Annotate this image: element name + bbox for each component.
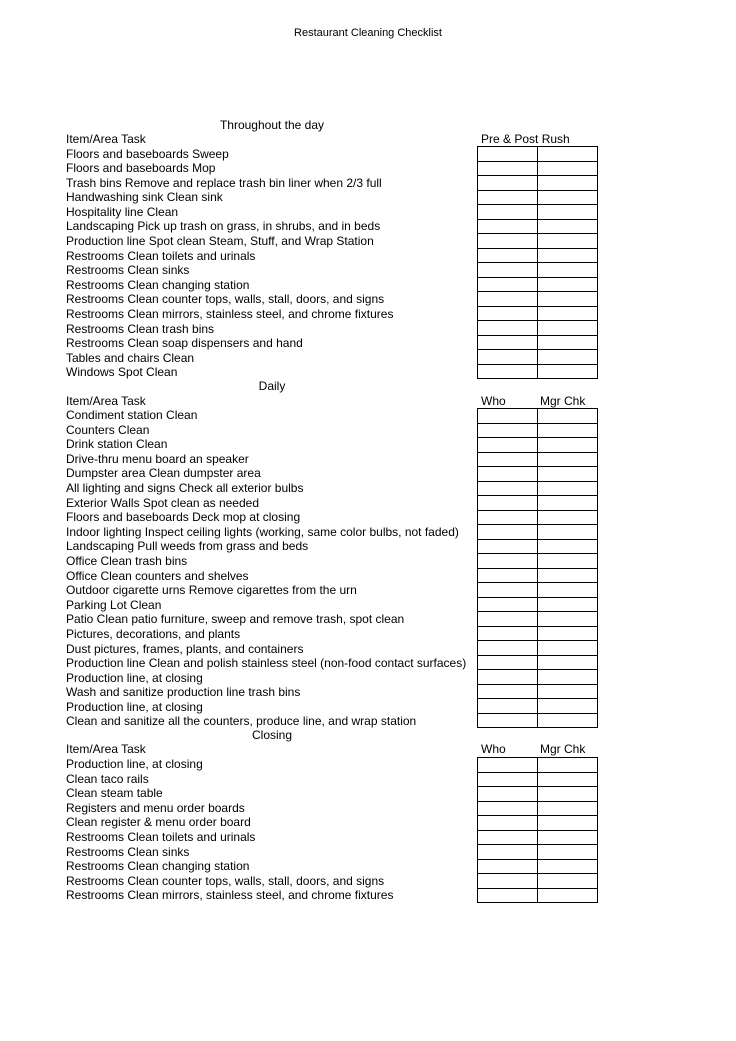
check-cell-left[interactable]: [478, 655, 538, 670]
checkbox-row: [478, 219, 598, 234]
checkbox-row: [478, 364, 598, 379]
check-cell-left[interactable]: [478, 496, 538, 511]
check-cell-left[interactable]: [478, 612, 538, 627]
check-cell-right[interactable]: [538, 845, 598, 860]
check-cell-right[interactable]: [538, 496, 598, 511]
check-cell-right[interactable]: [538, 176, 598, 191]
checkbox-row: [478, 612, 598, 627]
checkbox-row: [478, 655, 598, 670]
check-cell-left[interactable]: [478, 350, 538, 365]
check-cell-left[interactable]: [478, 830, 538, 845]
check-cell-right[interactable]: [538, 510, 598, 525]
check-cell-left[interactable]: [478, 364, 538, 379]
task-item: Counters Clean: [66, 422, 150, 437]
checkbox-row: [478, 539, 598, 554]
check-cell-right[interactable]: [538, 597, 598, 612]
task-item: Dust pictures, frames, plants, and containers: [66, 641, 304, 656]
check-cell-left[interactable]: [478, 467, 538, 482]
checkbox-row: [478, 248, 598, 263]
check-cell-right[interactable]: [538, 626, 598, 641]
check-cell-left[interactable]: [478, 684, 538, 699]
check-cell-left[interactable]: [478, 147, 538, 162]
check-cell-right[interactable]: [538, 612, 598, 627]
checkbox-row: [478, 888, 598, 903]
check-cell-left[interactable]: [478, 874, 538, 889]
task-item: Restrooms Clean sinks: [66, 844, 190, 859]
check-cell-left[interactable]: [478, 176, 538, 191]
task-item: Dumpster area Clean dumpster area: [66, 466, 261, 481]
check-cell-right[interactable]: [538, 568, 598, 583]
task-item: Clean and sanitize all the counters, produce line, and wrap station: [66, 714, 417, 729]
check-cell-right[interactable]: [538, 772, 598, 787]
task-item: Wash and sanitize production line trash bins: [66, 685, 301, 700]
check-cell-left[interactable]: [478, 190, 538, 205]
checkbox-row: [478, 626, 598, 641]
check-cell-right[interactable]: [538, 190, 598, 205]
task-item: Production line Spot clean Steam, Stuff, and Wrap Station: [66, 234, 374, 249]
task-item: Restrooms Clean toilets and urinals: [66, 248, 256, 263]
task-list: [66, 408, 478, 729]
check-cell-right[interactable]: [538, 452, 598, 467]
column-header-mgr-chk: Mgr Chk: [540, 742, 586, 756]
task-item: Restrooms Clean changing station: [66, 277, 250, 292]
check-cell-left[interactable]: [478, 409, 538, 424]
task-item: Indoor lighting Inspect ceiling lights (working, same color bulbs, not faded): [66, 524, 459, 539]
checkbox-row: [478, 467, 598, 482]
check-cell-right[interactable]: [538, 306, 598, 321]
task-item: Clean register & menu order board: [66, 815, 251, 830]
section-title-throughout-the-day: Throughout the day: [219, 118, 325, 132]
column-header-mgr-chk: Mgr Chk: [540, 394, 586, 408]
checkbox-row: [478, 510, 598, 525]
checkbox-row: [478, 409, 598, 424]
check-cell-right[interactable]: [538, 350, 598, 365]
checkbox-row: [478, 176, 598, 191]
checkbox-row: [478, 874, 598, 889]
column-header-who: Who: [481, 742, 506, 756]
task-item: Parking Lot Clean: [66, 597, 162, 612]
check-cell-right[interactable]: [538, 467, 598, 482]
check-cell-left[interactable]: [478, 801, 538, 816]
check-cell-left[interactable]: [478, 263, 538, 278]
check-cell-left[interactable]: [478, 438, 538, 453]
task-item: Restrooms Clean mirrors, stainless steel, and chrome fixtures: [66, 888, 394, 903]
checkbox-row: [478, 481, 598, 496]
checkbox-row: [478, 452, 598, 467]
checkbox-row: [478, 321, 598, 336]
checkbox-row: [478, 641, 598, 656]
check-cell-left[interactable]: [478, 452, 538, 467]
task-item: Office Clean trash bins: [66, 553, 188, 568]
check-cell-right[interactable]: [538, 713, 598, 728]
check-cell-right[interactable]: [538, 655, 598, 670]
task-item: Production line, at closing: [66, 699, 203, 714]
column-header-who: Who: [481, 394, 506, 408]
check-cell-right[interactable]: [538, 583, 598, 598]
checkbox-row: [478, 205, 598, 220]
column-header-task: Item/Area Task: [66, 394, 146, 408]
task-item: Restrooms Clean changing station: [66, 859, 250, 874]
check-cell-right[interactable]: [538, 364, 598, 379]
task-item: Restrooms Clean counter tops, walls, stall, doors, and signs: [66, 292, 385, 307]
check-cell-left[interactable]: [478, 306, 538, 321]
task-item: Exterior Walls Spot clean as needed: [66, 495, 259, 510]
check-cell-right[interactable]: [538, 263, 598, 278]
checkbox-grid: [477, 757, 598, 903]
task-item: Restrooms Clean toilets and urinals: [66, 829, 256, 844]
check-cell-right[interactable]: [538, 554, 598, 569]
column-header-task: Item/Area Task: [66, 132, 146, 146]
check-cell-right[interactable]: [538, 205, 598, 220]
check-cell-right[interactable]: [538, 801, 598, 816]
check-cell-right[interactable]: [538, 641, 598, 656]
task-item: Restrooms Clean mirrors, stainless steel, and chrome fixtures: [66, 307, 394, 322]
checkbox-row: [478, 699, 598, 714]
check-cell-right[interactable]: [538, 481, 598, 496]
check-cell-right[interactable]: [538, 758, 598, 773]
check-cell-right[interactable]: [538, 670, 598, 685]
task-item: Outdoor cigarette urns Remove cigarettes from the urn: [66, 583, 357, 598]
checkbox-row: [478, 423, 598, 438]
check-cell-left[interactable]: [478, 481, 538, 496]
check-cell-right[interactable]: [538, 684, 598, 699]
check-cell-left[interactable]: [478, 234, 538, 249]
section-title-daily: Daily: [258, 379, 286, 393]
check-cell-right[interactable]: [538, 438, 598, 453]
check-cell-right[interactable]: [538, 830, 598, 845]
checkbox-row: [478, 772, 598, 787]
check-cell-right[interactable]: [538, 539, 598, 554]
checkbox-row: [478, 554, 598, 569]
check-cell-left[interactable]: [478, 525, 538, 540]
column-header-pre-post-rush: Pre & Post Rush: [481, 132, 570, 146]
check-cell-left[interactable]: [478, 539, 538, 554]
checkbox-row: [478, 845, 598, 860]
task-list: [66, 757, 478, 903]
check-cell-right[interactable]: [538, 335, 598, 350]
check-cell-left[interactable]: [478, 888, 538, 903]
document-title: Restaurant Cleaning Checklist: [294, 27, 442, 39]
check-cell-left[interactable]: [478, 423, 538, 438]
checkbox-row: [478, 816, 598, 831]
checkbox-row: [478, 830, 598, 845]
check-cell-left[interactable]: [478, 670, 538, 685]
check-cell-right[interactable]: [538, 409, 598, 424]
check-cell-left[interactable]: [478, 161, 538, 176]
checkbox-row: [478, 801, 598, 816]
check-cell-right[interactable]: [538, 234, 598, 249]
task-item: Office Clean counters and shelves: [66, 568, 249, 583]
checkbox-row: [478, 292, 598, 307]
checkbox-row: [478, 525, 598, 540]
section-title-closing: Closing: [251, 728, 293, 742]
checkbox-row: [478, 263, 598, 278]
checkbox-row: [478, 568, 598, 583]
task-item: Production line Clean and polish stainless steel (non-food contact surfaces): [66, 656, 467, 671]
check-cell-left[interactable]: [478, 859, 538, 874]
check-cell-right[interactable]: [538, 816, 598, 831]
check-cell-left[interactable]: [478, 758, 538, 773]
checkbox-row: [478, 496, 598, 511]
task-item: Restrooms Clean sinks: [66, 263, 190, 278]
check-cell-left[interactable]: [478, 713, 538, 728]
check-cell-right[interactable]: [538, 277, 598, 292]
check-cell-right[interactable]: [538, 423, 598, 438]
task-item: Drive-thru menu board an speaker: [66, 451, 249, 466]
checkbox-row: [478, 335, 598, 350]
checkbox-row: [478, 713, 598, 728]
check-cell-left[interactable]: [478, 845, 538, 860]
check-cell-right[interactable]: [538, 699, 598, 714]
check-cell-left[interactable]: [478, 787, 538, 802]
check-cell-left[interactable]: [478, 554, 538, 569]
checkbox-row: [478, 277, 598, 292]
checkbox-row: [478, 684, 598, 699]
task-item: Floors and baseboards Mop: [66, 161, 216, 176]
task-item: Restrooms Clean trash bins: [66, 321, 215, 336]
task-item: Clean steam table: [66, 786, 163, 801]
check-cell-left[interactable]: [478, 568, 538, 583]
check-cell-left[interactable]: [478, 816, 538, 831]
checkbox-row: [478, 438, 598, 453]
checkbox-grid: [477, 146, 598, 379]
checkbox-row: [478, 306, 598, 321]
check-cell-left[interactable]: [478, 626, 538, 641]
check-cell-left[interactable]: [478, 292, 538, 307]
checkbox-row: [478, 583, 598, 598]
check-cell-left[interactable]: [478, 641, 538, 656]
checkbox-row: [478, 234, 598, 249]
checkbox-row: [478, 597, 598, 612]
checkbox-row: [478, 147, 598, 162]
check-cell-right[interactable]: [538, 525, 598, 540]
check-cell-right[interactable]: [538, 888, 598, 903]
checkbox-row: [478, 758, 598, 773]
checkbox-row: [478, 190, 598, 205]
task-item: Patio Clean patio furniture, sweep and remove trash, spot clean: [66, 612, 405, 627]
task-item: Restrooms Clean counter tops, walls, stall, doors, and signs: [66, 873, 385, 888]
task-item: Handwashing sink Clean sink: [66, 190, 223, 205]
check-cell-right[interactable]: [538, 219, 598, 234]
check-cell-left[interactable]: [478, 597, 538, 612]
task-item: Landscaping Pick up trash on grass, in shrubs, and in beds: [66, 219, 381, 234]
check-cell-left[interactable]: [478, 335, 538, 350]
check-cell-left[interactable]: [478, 277, 538, 292]
check-cell-left[interactable]: [478, 248, 538, 263]
check-cell-left[interactable]: [478, 699, 538, 714]
check-cell-left[interactable]: [478, 219, 538, 234]
check-cell-left[interactable]: [478, 321, 538, 336]
check-cell-left[interactable]: [478, 205, 538, 220]
task-item: Hospitality line Clean: [66, 204, 179, 219]
check-cell-right[interactable]: [538, 292, 598, 307]
task-list: [66, 147, 478, 381]
task-item: Pictures, decorations, and plants: [66, 626, 241, 641]
check-cell-right[interactable]: [538, 859, 598, 874]
check-cell-left[interactable]: [478, 510, 538, 525]
task-item: Floors and baseboards Deck mop at closing: [66, 510, 301, 525]
task-item: Landscaping Pull weeds from grass and beds: [66, 539, 309, 554]
task-item: Tables and chairs Clean: [66, 350, 195, 365]
task-item: Clean taco rails: [66, 771, 149, 786]
checkbox-row: [478, 350, 598, 365]
check-cell-right[interactable]: [538, 147, 598, 162]
task-item: Production line, at closing: [66, 757, 203, 771]
check-cell-right[interactable]: [538, 161, 598, 176]
task-item: Restrooms Clean soap dispensers and hand: [66, 336, 303, 351]
checkbox-row: [478, 161, 598, 176]
check-cell-right[interactable]: [538, 248, 598, 263]
check-cell-left[interactable]: [478, 583, 538, 598]
task-item: Registers and menu order boards: [66, 800, 245, 815]
checkbox-row: [478, 670, 598, 685]
task-item: Production line, at closing: [66, 670, 203, 685]
check-cell-right[interactable]: [538, 321, 598, 336]
checkbox-grid: [477, 408, 598, 728]
task-item: Trash bins Remove and replace trash bin liner when 2/3 full: [66, 175, 382, 190]
checkbox-row: [478, 787, 598, 802]
task-item: Condiment station Clean: [66, 408, 198, 422]
checkbox-row: [478, 859, 598, 874]
task-item: Windows Spot Clean: [66, 365, 178, 380]
check-cell-right[interactable]: [538, 787, 598, 802]
column-header-task: Item/Area Task: [66, 742, 146, 756]
task-item: All lighting and signs Check all exterior bulbs: [66, 480, 304, 495]
check-cell-right[interactable]: [538, 874, 598, 889]
check-cell-left[interactable]: [478, 772, 538, 787]
task-item: Drink station Clean: [66, 437, 168, 452]
task-item: Floors and baseboards Sweep: [66, 146, 229, 161]
